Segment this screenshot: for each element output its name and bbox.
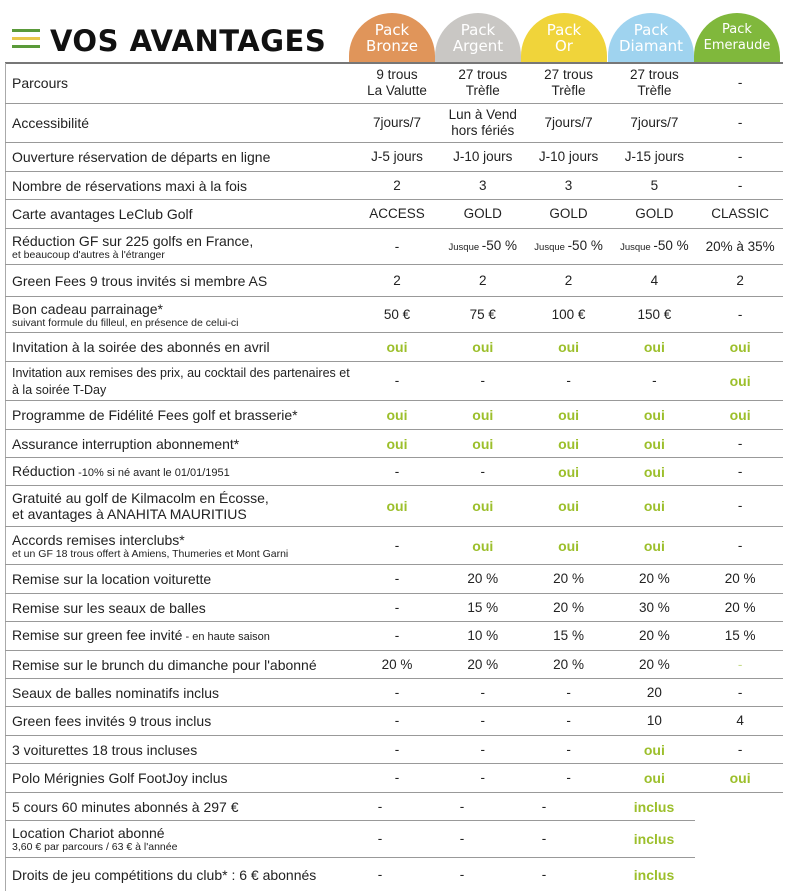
cell-emeraude: 15 % [724, 628, 756, 643]
cell-bronze: - [394, 741, 400, 757]
cell-or: - [566, 741, 571, 757]
cell-emeraude: - [737, 306, 743, 322]
cell-or: J-10 jours [538, 149, 599, 164]
cell-argent: oui [472, 407, 494, 423]
cell-emeraude: oui [729, 339, 751, 355]
row-label: Réduction GF sur 225 golfs en France, et beaucoup d'autres à l'étranger [5, 233, 354, 261]
cell-bronze: 2 [393, 272, 401, 288]
table-row [5, 265, 783, 297]
cell-or: - [541, 866, 547, 882]
row-label: Programme de Fidélité Fees golf et brasserie* [12, 407, 298, 423]
row-label: Polo Mérignies Golf FootJoy inclus [12, 770, 228, 786]
pack-name: Diamant [618, 37, 684, 55]
pack-label: Pack [460, 21, 496, 39]
cell-or: 100 € [551, 306, 586, 322]
cell-argent: 20 % [467, 571, 499, 586]
cell-or: oui [558, 498, 580, 514]
row-label: 3 voiturettes 18 trous incluses [12, 741, 198, 758]
cell-emeraude: oui [729, 407, 751, 423]
row-label: Invitation à la soirée des abonnés en avril [12, 339, 270, 355]
cell-or: 20 % [553, 599, 584, 615]
row-label: Invitation aux remises des prix, au cocktail des partenaires et à la soirée T-Day [12, 366, 350, 397]
cell-diamant: 20 % [638, 656, 670, 672]
cell-or: - [566, 373, 571, 388]
cell-emeraude: - [737, 684, 743, 700]
cell-or: - [566, 770, 571, 785]
table-row [5, 736, 783, 764]
cell-emeraude: - [737, 75, 743, 90]
header [0, 0, 790, 63]
row-label: Green Fees 9 trous invités si membre AS [12, 272, 268, 289]
table-row [5, 793, 695, 821]
table-row [5, 63, 783, 104]
cell-emeraude: - [737, 656, 743, 672]
cell-argent: oui [472, 537, 494, 554]
row-label-note: -10% si né avant le 01/01/1951 [75, 466, 230, 479]
pack-badge-diamant [608, 13, 694, 63]
cell-emeraude: - [737, 115, 743, 130]
row-label: Réduction -10% si né avant le 01/01/1951 [12, 462, 230, 479]
cell-diamant: 4 [650, 272, 659, 288]
cell-or: 20 % [553, 571, 584, 586]
cell-argent: 75 € [469, 306, 496, 322]
cell-diamant: inclus [633, 798, 675, 815]
cell-bronze: oui [386, 339, 408, 355]
cell-bronze: - [394, 713, 400, 728]
row-label: Carte avantages LeClub Golf [12, 206, 193, 222]
cell-or: - [566, 713, 571, 728]
cell-emeraude: 4 [736, 713, 744, 728]
cell-or: - [541, 831, 547, 846]
cell-diamant: inclus [633, 831, 675, 847]
cell-diamant: J-15 jours [624, 149, 684, 164]
cell-or: Jusque -50 % [534, 237, 603, 253]
table-row [5, 821, 695, 858]
cell-diamant: 150 € [637, 306, 672, 322]
cell-diamant: 7jours/7 [630, 115, 679, 130]
table-row [5, 594, 783, 622]
cell-emeraude: 2 [736, 272, 744, 288]
table-row [5, 172, 783, 200]
pack-name: Bronze [366, 37, 418, 55]
row-label: Remise sur les seaux de balles [12, 599, 206, 616]
cell-diamant: oui [643, 339, 665, 355]
cell-bronze: - [377, 798, 383, 814]
cell-argent: - [480, 463, 486, 479]
pack-label: Pack [633, 21, 669, 39]
cell-bronze: - [377, 831, 383, 846]
cell-emeraude: - [737, 463, 743, 479]
page-title: VOS AVANTAGES [50, 24, 327, 58]
cell-emeraude: oui [729, 373, 751, 389]
cell-emeraude: - [737, 435, 743, 451]
cell-argent: Lun à Vend hors fériés [448, 107, 517, 138]
cell-argent: 10 % [467, 628, 499, 643]
row-label-sub: et un GF 18 trous offert à Amiens, Thumeries et Mont Garni [12, 547, 289, 560]
cell-diamant: oui [643, 537, 665, 554]
cell-argent: - [459, 866, 465, 882]
cell-argent: - [480, 741, 486, 757]
cell-or: 15 % [553, 628, 584, 643]
cell-or: - [541, 798, 547, 814]
cell-bronze: - [394, 599, 400, 615]
table-row [5, 679, 783, 707]
cell-emeraude: - [737, 741, 743, 757]
cell-or: oui [558, 407, 580, 423]
cell-argent: - [480, 770, 486, 785]
pack-badge-bronze [349, 13, 435, 63]
cell-bronze: 2 [393, 177, 401, 193]
pack-label: Pack [546, 21, 582, 39]
cell-bronze: ACCESS [369, 206, 425, 221]
row-label-sub: suivant formule du filleul, en présence de celui-ci [12, 316, 239, 329]
cell-bronze: - [394, 571, 400, 586]
pack-name: Argent [452, 37, 504, 55]
cell-bronze: 9 trous La Valutte [367, 67, 427, 98]
cell-argent: - [459, 798, 465, 814]
cell-diamant: oui [643, 407, 665, 423]
cell-or: oui [558, 339, 580, 355]
cell-bronze: oui [386, 435, 408, 452]
pack-label: Pack [722, 22, 752, 37]
pack-name: Emeraude [703, 38, 771, 53]
pack-badge-argent [435, 13, 521, 63]
cell-argent: oui [472, 435, 494, 452]
cell-bronze: - [377, 866, 383, 882]
cell-diamant: GOLD [635, 206, 674, 221]
cell-bronze: 50 € [383, 306, 411, 322]
cell-bronze: - [394, 770, 400, 785]
cell-or: oui [558, 435, 580, 452]
cell-or: 20 % [553, 656, 584, 672]
cell-emeraude: 20% à 35% [705, 238, 775, 254]
cell-diamant: - [652, 373, 657, 388]
cell-argent: - [480, 684, 486, 700]
pack-name: Or [555, 37, 573, 55]
cell-argent: - [480, 373, 486, 388]
cell-or: - [566, 684, 571, 700]
table-row [5, 622, 783, 651]
cell-emeraude: 20 % [724, 571, 756, 586]
row-label-note: - en haute saison [182, 631, 270, 643]
table-row [5, 858, 695, 891]
cell-diamant: 5 [650, 177, 659, 193]
row-label: Parcours [12, 75, 69, 91]
cell-or: 3 [564, 177, 573, 193]
table-row [5, 565, 783, 594]
row-label: Assurance interruption abonnement* [12, 435, 240, 452]
cell-diamant: Jusque -50 % [620, 237, 689, 253]
cell-emeraude: - [737, 177, 743, 193]
cell-argent: J-10 jours [453, 149, 513, 164]
row-label: Droits de jeu compétitions du club* : 6 € abonnés [12, 866, 317, 883]
cell-or: GOLD [549, 206, 588, 221]
row-label: Nombre de réservations maxi à la fois [12, 177, 247, 194]
hamburger-icon[interactable] [12, 29, 40, 53]
cell-or: 27 trous Trèfle [544, 67, 593, 98]
cell-diamant: oui [643, 463, 665, 480]
pack-label: Pack [374, 21, 410, 39]
table-row [5, 333, 783, 362]
table-row [5, 143, 783, 172]
cell-diamant: 20 % [638, 571, 670, 586]
cell-diamant: oui [643, 498, 665, 514]
cell-diamant: 10 [646, 713, 662, 728]
cell-or: oui [558, 537, 580, 554]
row-label: Remise sur le brunch du dimanche pour l'abonné [12, 656, 317, 673]
cell-bronze: - [394, 238, 400, 254]
cell-argent: oui [472, 498, 494, 514]
cell-diamant: 20 [646, 684, 662, 700]
cell-argent: - [480, 713, 486, 728]
pack-badge-emeraude [694, 13, 780, 63]
cell-argent: 15 % [467, 599, 499, 615]
row-label: Gratuité au golf de Kilmacolm en Écosse, et avantages à ANAHITA MAURITIUS [12, 490, 269, 522]
cell-or: 2 [564, 272, 573, 288]
cell-bronze: oui [386, 407, 408, 423]
table-row [5, 764, 783, 793]
cell-argent: 27 trous Trèfle [458, 67, 508, 98]
cell-or: oui [558, 463, 580, 480]
cell-bronze: - [394, 684, 400, 700]
row-label-sub: et beaucoup d'autres à l'étranger [12, 248, 165, 261]
cell-emeraude: 20 % [724, 599, 756, 615]
cell-or: 7jours/7 [544, 115, 593, 130]
row-label: Remise sur green fee invité - en haute saison [12, 627, 270, 643]
table-row [5, 229, 783, 265]
table-row [5, 486, 783, 527]
row-label-sub: 3,60 € par parcours / 63 € à l'année [12, 841, 178, 853]
pack-badge-or [521, 13, 607, 63]
cell-argent: 2 [479, 272, 487, 288]
cell-emeraude: oui [729, 770, 751, 786]
row-label: Remise sur la location voiturette [12, 571, 212, 587]
cell-argent: 3 [479, 177, 487, 193]
cell-bronze: oui [386, 498, 408, 514]
row-label: Accords remises interclubs* et un GF 18 trous offert à Amiens, Thumeries et Mont Garni [5, 532, 354, 560]
row-label: Bon cadeau parrainage* suivant formule du filleul, en présence de celui-ci [5, 301, 354, 329]
cell-argent: 20 % [467, 656, 499, 672]
cell-emeraude: - [737, 537, 743, 553]
cell-diamant: oui [643, 741, 665, 758]
row-label: Green fees invités 9 trous inclus [12, 713, 212, 729]
cell-emeraude: CLASSIC [711, 206, 770, 221]
cell-diamant: 20 % [638, 628, 670, 643]
cell-bronze: J-5 jours [371, 149, 423, 164]
cell-bronze: - [394, 628, 400, 643]
cell-bronze: 20 % [381, 656, 413, 672]
cell-diamant: oui [643, 435, 665, 452]
table-row [5, 430, 783, 458]
table-row [5, 527, 783, 565]
cell-bronze: - [394, 463, 400, 479]
cell-bronze: - [394, 537, 400, 553]
cell-argent: - [459, 831, 465, 846]
row-label: Accessibilité [12, 115, 90, 131]
cell-argent: GOLD [463, 206, 502, 221]
cell-diamant: 27 trous Trèfle [629, 67, 679, 98]
cell-argent: Jusque -50 % [448, 237, 518, 253]
table-row [5, 104, 783, 143]
cell-bronze: 7jours/7 [372, 115, 422, 130]
table-row [5, 651, 783, 679]
cell-emeraude: - [737, 498, 743, 513]
table-row [5, 200, 783, 229]
cell-diamant: inclus [633, 866, 675, 883]
row-label: Ouverture réservation de départs en ligne [12, 149, 271, 165]
cell-diamant: oui [643, 770, 665, 786]
table-row [5, 401, 783, 430]
cell-argent: oui [472, 339, 494, 355]
cell-diamant: 30 % [638, 599, 670, 615]
cell-emeraude: - [737, 149, 743, 164]
table-row [5, 458, 783, 486]
table-row [5, 362, 783, 401]
row-label: 5 cours 60 minutes abonnés à 297 € [12, 798, 239, 815]
row-label: Seaux de balles nominatifs inclus [12, 684, 220, 701]
row-label: Location Chariot abonné 3,60 € par parcours / 63 € à l'année [5, 825, 339, 853]
cell-bronze: - [394, 373, 400, 388]
table-row [5, 707, 783, 736]
table-row [5, 297, 783, 333]
